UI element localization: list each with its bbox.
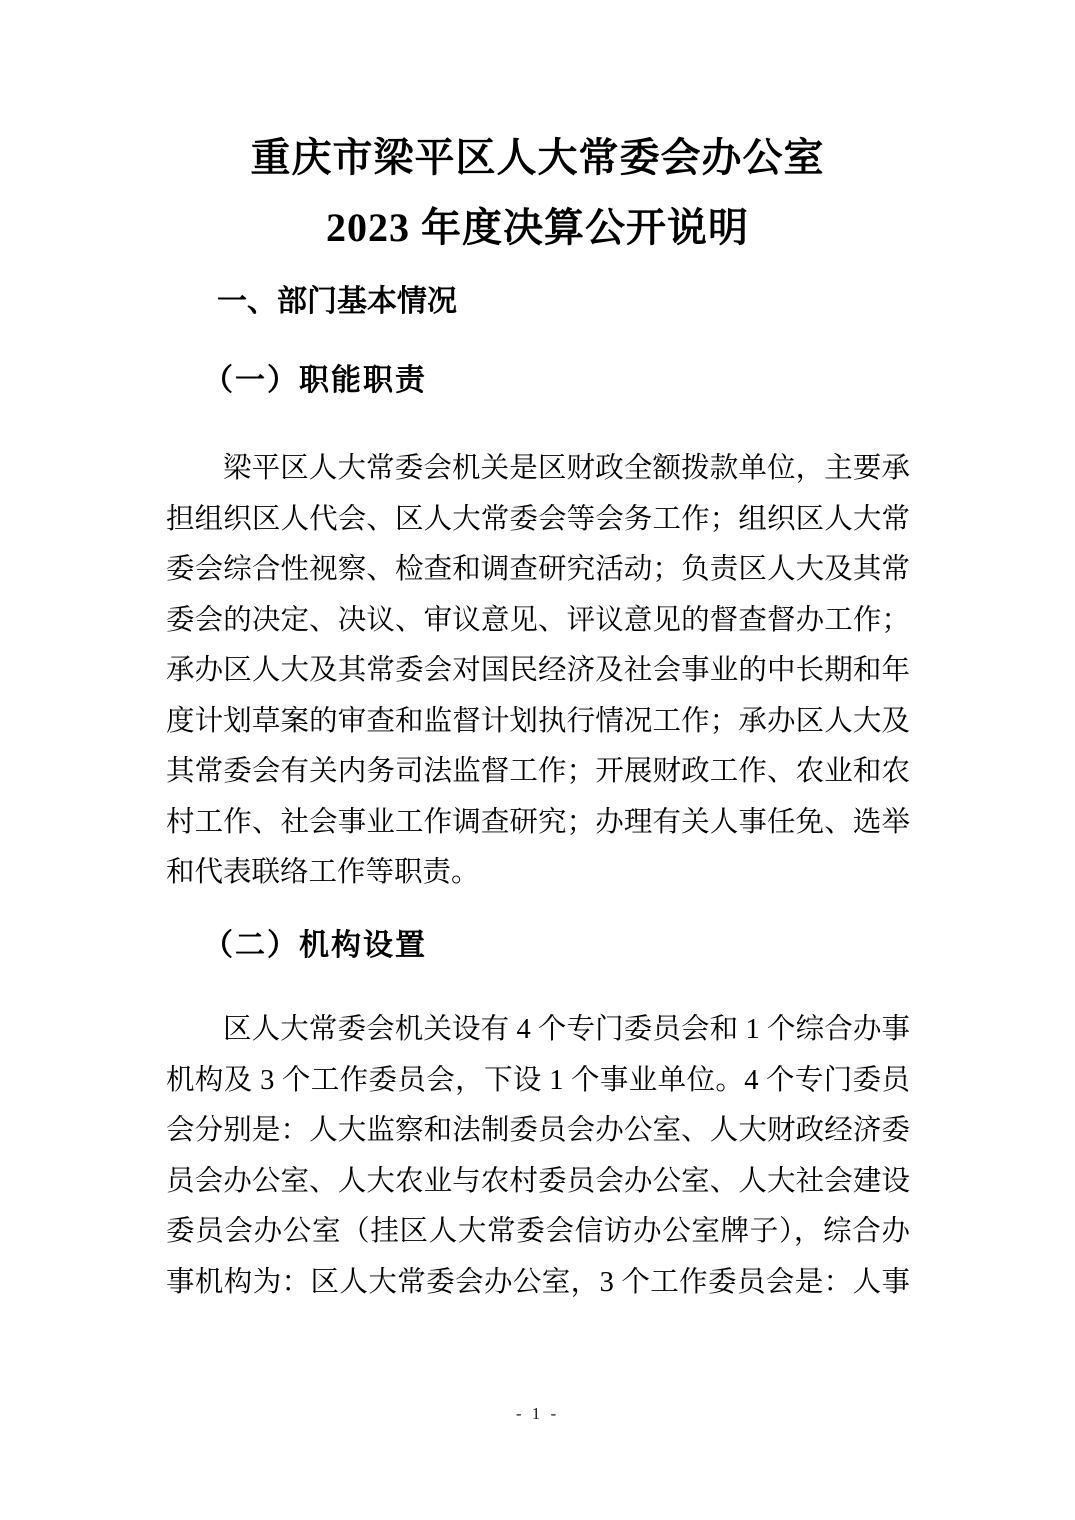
document-title-line2: 2023 年度决算公开说明 xyxy=(326,205,749,250)
page-number: - 1 - xyxy=(515,1404,560,1423)
document-title-line1: 重庆市梁平区人大常委会办公室 xyxy=(250,135,825,180)
subsection-heading-org-structure: （二）机构设置 xyxy=(203,929,427,962)
paragraph-org-structure: 区人大常委会机关设有 4 个专门委员会和 1 个综合办事机构及 3 个工作委员会，下设 1 个事业单位。4 个专门委员会分别是：人大监察和法制委员会办公室、人大财政经济委员会办公室、人大农业与农村委员会办公室、人大社会建设委员会办公室（挂区人大常委会信访办公室牌子），综合办事机构为：区人大常委会办公室，3 个工作委员会是：人事 xyxy=(166,1014,910,1298)
paragraph-duties: 梁平区人大常委会机关是区财政全额拨款单位，主要承担组织区人代会、区人大常委会等会务工作；组织区人大常委会综合性视察、检查和调查研究活动；负责区人大及其常委会的决定、决议、审议意见、评议意见的督查督办工作；承办区人大及其常委会对国民经济及社会事业的中长期和年度计划草案的审查和监督计划执行情况工作；承办区人大及其常委会有关内务司法监督工作；开展财政工作、农业和农村工作、社会事业工作调查研究；办理有关人事任免、选举和代表联络工作等职责。 xyxy=(166,453,910,888)
section-heading-basic-info: 一、部门基本情况 xyxy=(217,285,457,318)
subsection-heading-duties: （一）职能职责 xyxy=(203,364,427,397)
